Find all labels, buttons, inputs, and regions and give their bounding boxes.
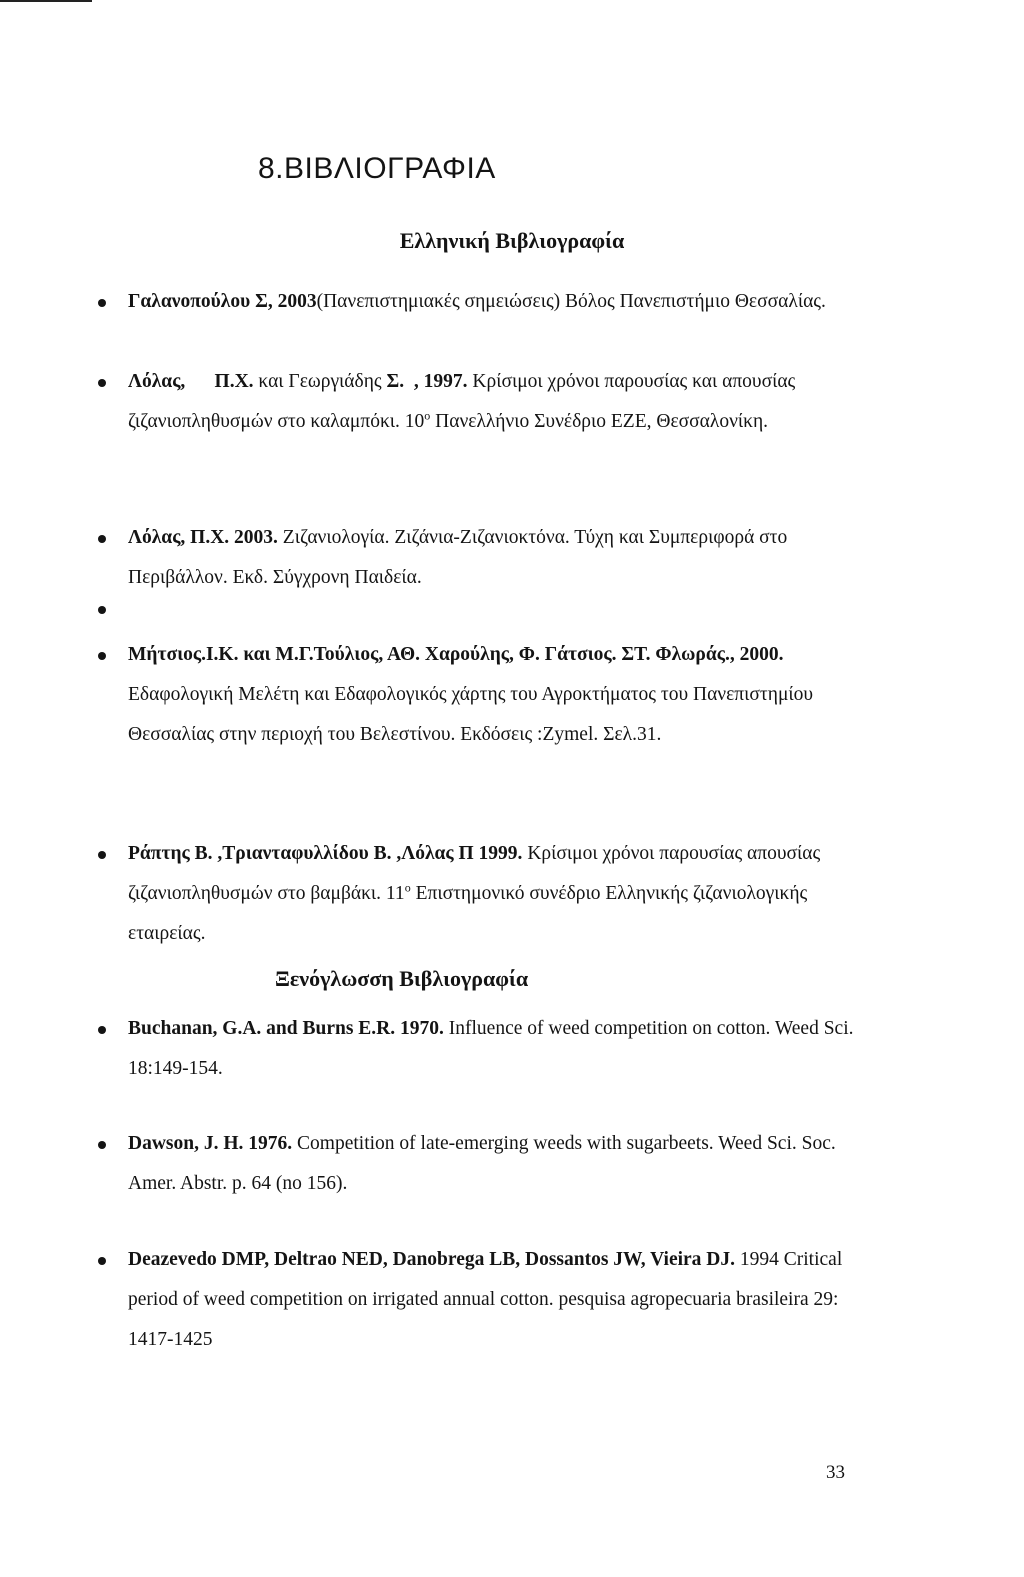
reference-authors: Dawson, J. H. 1976. bbox=[128, 1133, 293, 1154]
bullet-icon bbox=[98, 299, 106, 307]
page-number: 33 bbox=[826, 1462, 845, 1483]
reference-text: Competition of late-emerging weeds with sugarbeets. Weed Sci. Soc. Amer. Abstr. p. 64 (no 156). bbox=[128, 1133, 836, 1194]
reference-item bbox=[128, 518, 860, 598]
section-heading-greek: Ελληνική Βιβλιογραφία bbox=[399, 228, 625, 253]
reference-item bbox=[128, 282, 860, 322]
reference-text: Κρίσιμοι χρόνοι παρουσίας απουσίας ζιζανιοπληθυσμών στο βαμβάκι. 11 bbox=[128, 843, 821, 904]
scan-edge-line bbox=[0, 0, 92, 2]
reference-conjunction: και Γεωργιάδης bbox=[253, 371, 387, 392]
reference-authors: Ράπτης Β. ,Τριανταφυλλίδου Β. ,Λόλας Π 1999. bbox=[128, 843, 523, 864]
reference-authors: Buchanan, G.A. and Burns E.R. 1970. bbox=[128, 1018, 444, 1039]
reference-text: Εδαφολογική Μελέτη και Εδαφολογικός χάρτης του Αγροκτήματος του Πανεπιστημίου Θεσσαλίας στην περιοχή του Βελεστίνου. Εκδόσεις :Zymel. Σελ.31. bbox=[128, 684, 814, 745]
reference-text-cont: Επιστημονικό συνέδριο Ελληνικής ζιζανιολογικής εταιρείας. bbox=[128, 883, 808, 944]
bullet-icon bbox=[98, 1257, 106, 1265]
section-heading-foreign: Ξενόγλωσση Βιβλιογραφία bbox=[275, 966, 529, 991]
reference-authors: Γαλανοπούλου Σ, 2003 bbox=[128, 291, 317, 312]
reference-authors: Λόλας, Π.Χ. bbox=[128, 371, 254, 392]
bullet-icon bbox=[98, 606, 106, 614]
bullet-icon bbox=[98, 1141, 106, 1149]
bullet-icon bbox=[98, 379, 106, 387]
reference-text: Influence of weed competition on cotton. Weed Sci. 18:149-154. bbox=[128, 1018, 854, 1079]
reference-item bbox=[128, 1240, 860, 1360]
page-title: 8.ΒΙΒΛΙΟΓΡΑΦΙΑ bbox=[258, 152, 496, 185]
reference-text-cont: Πανελλήνιο Συνέδριο ΕΖΕ, Θεσσαλονίκη. bbox=[430, 411, 769, 432]
superscript: ο bbox=[424, 408, 431, 423]
bullet-icon bbox=[98, 535, 106, 543]
reference-item bbox=[128, 834, 860, 954]
reference-text: Ζιζανιολογία. Ζιζάνια-Ζιζανιοκτόνα. Τύχη και Συμπεριφορά στο Περιβάλλον. Εκδ. Σύγχρονη Παιδεία. bbox=[128, 527, 788, 588]
reference-authors: Λόλας, Π.Χ. 2003. bbox=[128, 527, 278, 548]
bullet-icon bbox=[98, 1026, 106, 1034]
superscript: ο bbox=[404, 880, 411, 895]
reference-item bbox=[128, 362, 860, 442]
reference-text: Κρίσιμοι χρόνοι παρουσίας και απουσίας ζιζανιοπληθυσμών στο καλαμπόκι. 10 bbox=[128, 371, 796, 432]
reference-text: (Πανεπιστημιακές σημειώσεις) Βόλος Πανεπιστήμιο Θεσσαλίας. bbox=[316, 291, 826, 312]
reference-authors-second: Σ. , 1997. bbox=[386, 371, 468, 392]
reference-authors: Μήτσιος.Ι.Κ. και Μ.Γ.Τούλιος, ΑΘ. Χαρούλης, Φ. Γάτσιος. ΣΤ. Φλωράς., 2000. bbox=[128, 644, 784, 665]
reference-item bbox=[128, 1124, 860, 1204]
reference-text: 1994 Critical period of weed competition on irrigated annual cotton. pesquisa agropecuaria brasileira 29: 1417-1425 bbox=[128, 1249, 843, 1350]
bullet-icon bbox=[98, 851, 106, 859]
reference-item bbox=[128, 635, 860, 755]
bullet-icon bbox=[98, 652, 106, 660]
reference-authors: Deazevedo DMP, Deltrao NED, Danobrega LB, Dossantos JW, Vieira DJ. bbox=[128, 1249, 736, 1270]
reference-item bbox=[128, 1009, 860, 1089]
